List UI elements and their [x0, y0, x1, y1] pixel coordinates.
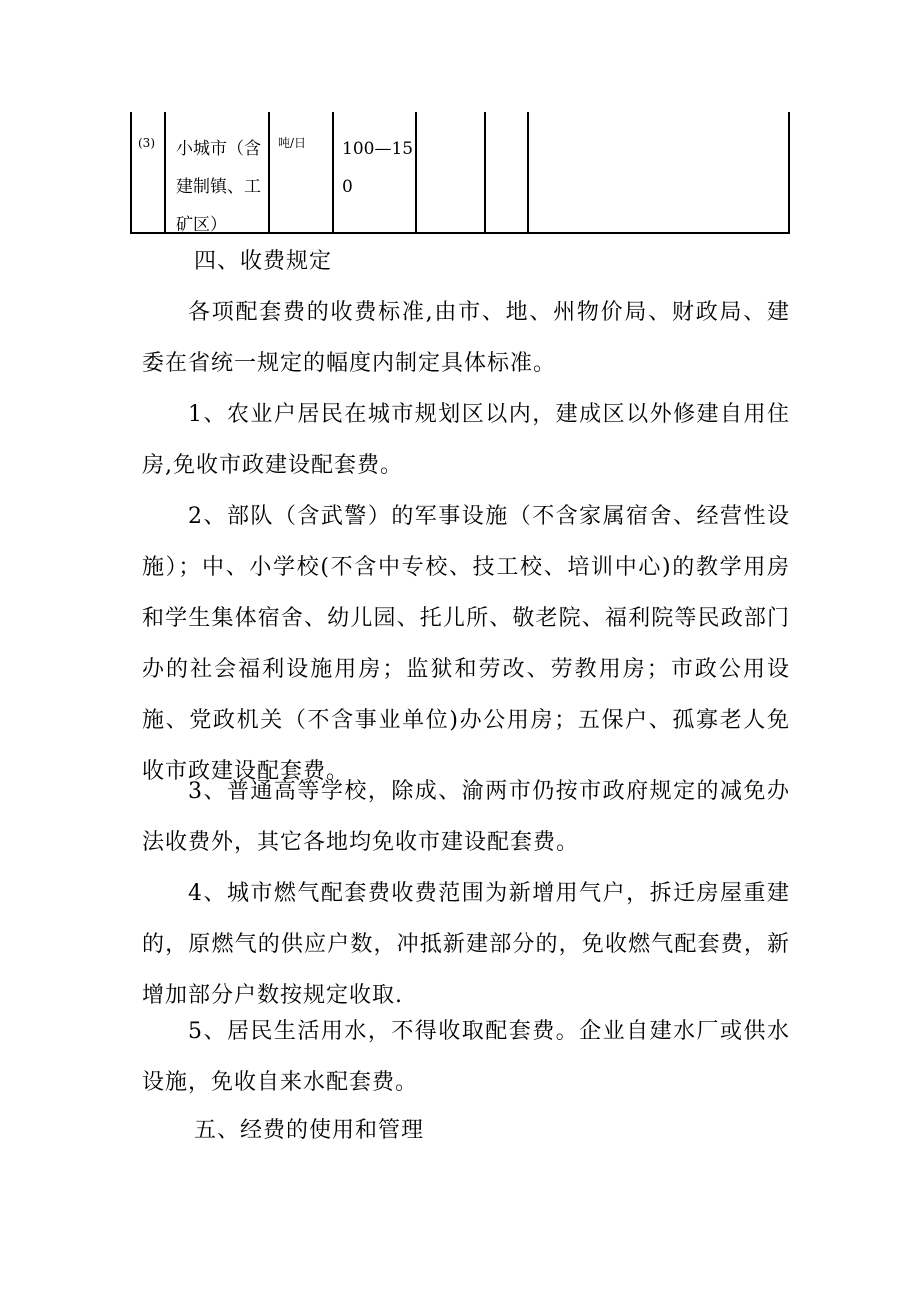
- paragraph-item-4: 4、城市燃气配套费收费范围为新增用气户，拆迁房屋重建的，原燃气的供应户数，冲抵新建部分的，免收燃气配套费，新增加部分户数按规定收取.: [142, 881, 790, 1008]
- table-col-divider: [332, 112, 334, 234]
- fee-table-fragment: [130, 112, 790, 234]
- table-col-divider: [527, 112, 529, 234]
- paragraph-item-3: 3、普通高等学校，除成、渝两市仍按市政府规定的减免办法收费外，其它各地均免收市建设配套费。: [142, 779, 790, 855]
- table-cell-unit: 吨/日: [278, 136, 307, 150]
- table-cell-city-type: 小城市（含建制镇、工矿区）: [176, 139, 261, 235]
- table-col-divider: [415, 112, 417, 234]
- table-col-divider: [164, 112, 166, 234]
- table-border-right: [788, 112, 790, 234]
- paragraph-item-5: 5、居民生活用水，不得收取配套费。企业自建水厂或供水设施，免收自来水配套费。: [142, 1019, 790, 1095]
- table-border-left: [130, 112, 132, 234]
- table-cell-index: (3): [138, 136, 155, 150]
- paragraph-item-1: 1、农业户居民在城市规划区以内，建成区以外修建自用住房,免收市政建设配套费。: [142, 402, 790, 478]
- paragraph-item-2: 2、部队（含武警）的军事设施（不含家属宿舍、经营性设施）；中、小学校(不含中专校、技工校、培训中心)的教学用房和学生集体宿舍、幼儿园、托儿所、敬老院、福利院等民政部门办的社会福利设施用房；监狱和劳改、劳教用房；市政公用设施、党政机关（不含事业单位)办公用房；五保户、孤寡老人免收市政建设配套费。: [142, 504, 790, 784]
- paragraph-fee-standards: 各项配套费的收费标准,由市、地、州物价局、财政局、建委在省统一规定的幅度内制定具体标准。: [142, 300, 790, 376]
- section-heading-funds: 五、经费的使用和管理: [194, 1118, 425, 1143]
- table-cell-range: 100—150: [342, 139, 414, 197]
- section-heading-fees: 四、收费规定: [194, 249, 333, 274]
- table-col-divider: [484, 112, 486, 234]
